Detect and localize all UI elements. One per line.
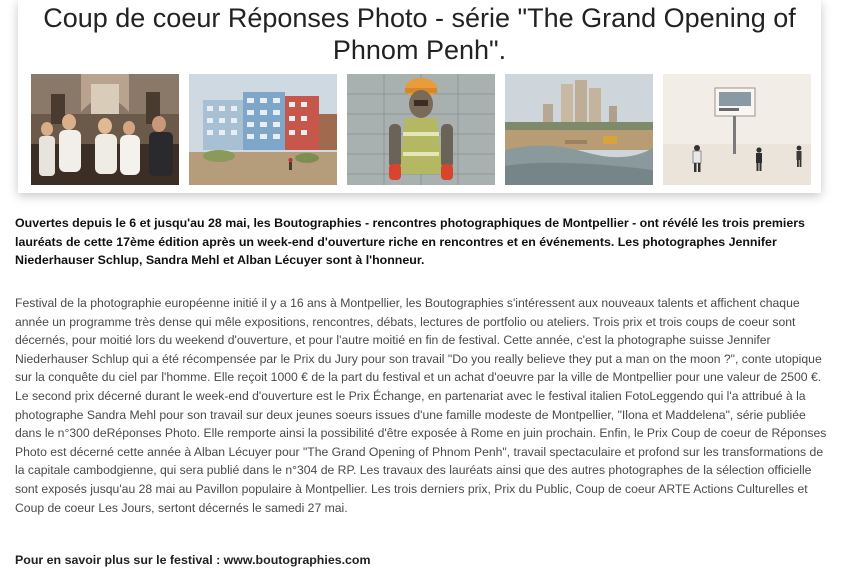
thumbnail-3[interactable] [347, 74, 495, 185]
article-intro: Ouvertes depuis le 6 et jusqu'au 28 mai, les Boutographies - rencontres photographiques de Montpellier - ont révélé les trois premiers lauréats de cette 17ème édition après un week-end d'ouverture riche en rencontres et en événements. Les photographes Jennifer Niederhauser Schlup, Sandra Mehl et Alban Lécuyer sont à l'honneur. [15, 216, 805, 267]
article-body: Festival de la photographie européenne initié il y a 16 ans à Montpellier, les Boutographies s'intéressent aux nouveaux talents et affichent chaque année un programme très dense qui mêle expositions, rencontres, débats, lectures de portfolio ou ateliers. Trois prix et trois coups de coeur sont décernés, pour moitié lors du weekend d'ouverture, et pour l'autre moitié en fin de festival. Cette année, c'est la photographe suisse Jennifer Niederhauser Schlup qui a été récompensée par le Prix du Jury pour son travail "Do you really believe they put a man on the moon ?", conte utopique sur la conquête du ciel par l'homme. Elle reçoit 1000 € de la part du festival et un achat d'oeuvre par la ville de Montpellier pour une valeur de 2500 €. Le second prix décerné durant le week-end d'ouverture est le Prix Échange, en partenariat avec le festival italien FotoLeggendo qui l'a attribué à la photographe Sandra Mehl pour son travail sur deux jeunes soeurs issues d'une famille modeste de Montpellier, "Ilona et Maddelena", série publiée dans le n°300 deRéponses Photo. Elle remporte ainsi la possibilité d'être exposée à Rome en juin prochain. Enfin, le Prix Coup de coeur de Réponses Photo est décerné cette année à Alban Lécuyer pour "The Grand Opening of Phnom Penh", travail spectaculaire et profond sur les transformations de la capitale cambodgienne, qui sera publié dans le n°304 de RP. Les travaux des lauréats ainsi que des autres photographes de la sélection officielle sont exposés jusqu'au 28 mai au Pavillon populaire à Montpellier. Les trois derniers prix, Prix du Public, Coup de coeur ARTE Actions Culturelles et Coup de coeur Les Jours, sertont décernés le samedi 27 mai. [15, 296, 827, 515]
festival-link[interactable]: www.boutographies.com [223, 553, 371, 567]
featured-card [18, 0, 821, 193]
thumbnail-2[interactable] [189, 74, 337, 185]
thumbnail-strip [31, 74, 811, 186]
thumbnail-5[interactable] [663, 74, 811, 185]
thumbnail-1[interactable] [31, 74, 179, 185]
city-towers-riverbank-photo [505, 74, 653, 185]
thumbnail-4[interactable] [505, 74, 653, 185]
festival-more-info [15, 551, 827, 569]
card-title: Coup de coeur Réponses Photo - série "The Grand Opening of Phnom Penh". [43, 3, 796, 65]
more-info-label: Pour en savoir plus sur le festival : [15, 553, 224, 567]
church-choir-photo [31, 74, 179, 185]
construction-worker-photo [347, 74, 495, 185]
billboard-figures-photo [663, 74, 811, 185]
apartment-blocks-photo [189, 74, 337, 185]
